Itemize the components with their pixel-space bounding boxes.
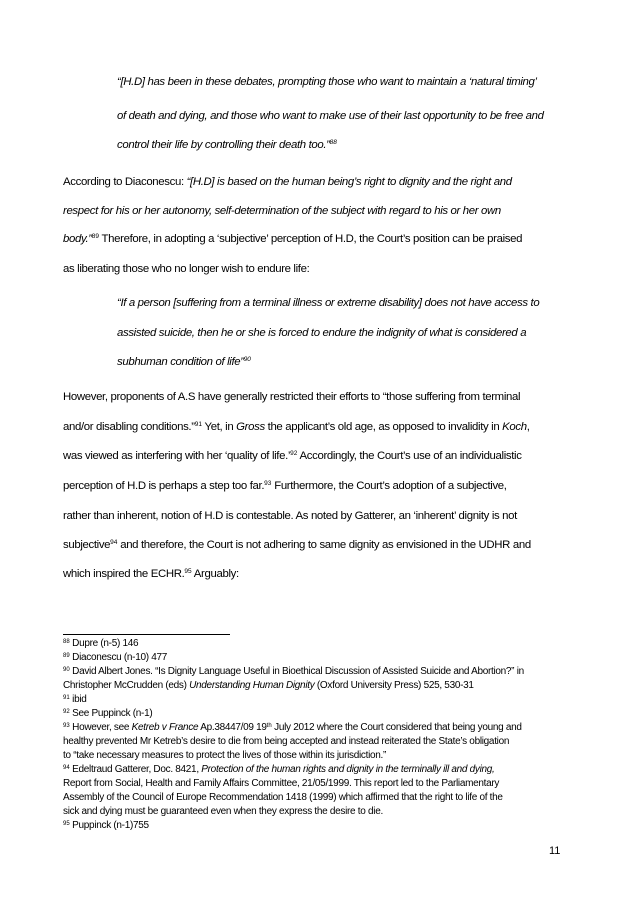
body-text: and therefore, the Court is not adhering to same dignity as envisioned in the UDHR and (117, 539, 531, 551)
para-2-line-3 (63, 449, 522, 463)
footnote-separator (63, 634, 230, 635)
body-text: Furthermore, the Court’s adoption of a subjective, (271, 480, 507, 492)
body-text: , (526, 421, 530, 433)
para-2-line-4 (63, 479, 507, 493)
para-1-line-1 (63, 175, 512, 189)
body-text: However, proponents of A.S have generally restricted their efforts to “those suffering from terminal (63, 391, 521, 403)
footnote-94-line-4 (63, 806, 383, 818)
body-text: Arguably: (191, 568, 239, 580)
footnote-text: ibid (69, 694, 87, 705)
para-2-line-7 (63, 567, 239, 581)
footnote-ref[interactable]: 95 (184, 568, 192, 575)
footnote-number: 95 (63, 821, 70, 827)
footnote-number: 90 (63, 667, 70, 673)
footnote-94 (63, 764, 495, 776)
footnote-90 (63, 666, 524, 678)
footnote-ref[interactable]: 94 (110, 539, 118, 546)
footnote-text: (Oxford University Press) 525, 530-31 (314, 680, 474, 691)
footnote-number: 93 (63, 723, 70, 729)
quote-1-line-3 (117, 138, 337, 152)
footnote-text: Christopher McCrudden (eds) (63, 680, 190, 691)
body-text: According to Diaconescu: (63, 176, 187, 188)
footnote-95 (63, 820, 149, 832)
page-number: 11 (549, 845, 561, 857)
footnote-number: 92 (63, 709, 70, 715)
footnote-text: Assembly of the Council of Europe Recommendation 1418 (1999) which affirmed that the right to life of the (63, 792, 503, 803)
quote-text: assisted suicide, then he or she is forced to endure the indignity of what is considered a (117, 327, 527, 339)
para-1-line-2 (63, 204, 501, 218)
quote-text: “If a person [suffering from a terminal illness or extreme disability] does not have access to (117, 297, 540, 309)
footnote-94-line-2 (63, 778, 499, 790)
body-text: Yet, in (201, 421, 237, 433)
body-text: was viewed as interfering with her ‘quality of life.’ (63, 450, 291, 462)
footnote-ref[interactable]: 91 (194, 421, 202, 428)
footnote-93 (63, 722, 522, 734)
footnote-number: 94 (63, 765, 70, 771)
body-text: and/or disabling conditions.” (63, 421, 195, 433)
quote-text: body.” (63, 233, 92, 245)
footnote-text: David Albert Jones. “Is Dignity Language Useful in Bioethical Discussion of Assisted Suicide and Abortion?” in (69, 666, 524, 677)
footnote-ref[interactable]: 93 (264, 480, 272, 487)
body-text: Accordingly, the Court’s use of an individualistic (297, 450, 522, 462)
footnote-93-line-2 (63, 736, 509, 748)
quote-2-line-1 (117, 296, 539, 310)
footnote-89 (63, 652, 167, 664)
body-text: rather than inherent, notion of H.D is contestable. As noted by Gatterer, an ‘inherent’ dignity is not (63, 510, 517, 522)
footnote-ref[interactable]: 92 (290, 450, 298, 457)
body-text: the applicant’s old age, as opposed to invalidity in (264, 421, 503, 433)
footnote-text: sick and dying must be guaranteed even when they express the desire to die. (63, 806, 383, 817)
body-text: Therefore, in adopting a ‘subjective’ perception of H.D, the Court’s position can be praised (98, 233, 523, 245)
footnote-90-line-2 (63, 680, 474, 692)
quote-text: respect for his or her autonomy, self-determination of the subject with regard to his or her own (63, 205, 501, 217)
case-name: Gross (236, 421, 265, 433)
quote-text: of death and dying, and those who want to make use of their last opportunity to be free and (117, 110, 544, 122)
quote-text: control their life by controlling their death too.” (117, 139, 330, 151)
body-text: perception of H.D is perhaps a step too far. (63, 480, 265, 492)
footnote-text: Report from Social, Health and Family Affairs Committee, 21/05/1999. This report led to the Parliamentary (63, 778, 500, 789)
quote-2-line-3 (117, 355, 251, 369)
footnote-ref[interactable]: 89 (91, 233, 99, 240)
quote-2-line-2 (117, 326, 526, 340)
footnote-88 (63, 638, 138, 650)
footnote-text: See Puppinck (n-1) (69, 708, 153, 719)
case-name: Koch (502, 421, 527, 433)
footnote-text: healthy prevented Mr Ketreb’s desire to die from being accepted and instead reiterated the State’s obligation (63, 736, 510, 747)
footnote-number: 91 (63, 695, 70, 701)
footnote-text: However, see (69, 722, 132, 733)
quote-1-line-2 (117, 109, 544, 123)
footnote-93-line-3 (63, 750, 386, 762)
footnote-text: Diaconescu (n-10) 477 (69, 652, 168, 663)
para-2-line-1 (63, 390, 520, 404)
footnote-94-line-3 (63, 792, 503, 804)
footnote-text: Ap.38447/09 19 (198, 722, 267, 733)
footnote-text: to “take necessary measures to protect the lives of those within its jurisdiction.” (63, 750, 387, 761)
quote-text: “[H.D] has been in these debates, prompting those who want to maintain a ‘natural timing’ (117, 76, 537, 88)
para-2-line-5 (63, 509, 517, 523)
quote-text: “[H.D] is based on the human being’s right to dignity and the right and (186, 176, 512, 188)
para-1-line-4 (63, 262, 309, 276)
footnote-92 (63, 708, 152, 720)
body-text: which inspired the ECHR. (63, 568, 185, 580)
footnote-ref[interactable]: 90 (243, 356, 251, 363)
body-text: as liberating those who no longer wish to endure life: (63, 263, 310, 275)
para-1-line-3 (63, 232, 522, 246)
body-text: subjective (63, 539, 111, 551)
footnote-number: 88 (63, 639, 70, 645)
para-2-line-6 (63, 538, 531, 552)
ordinal-suffix: th (266, 723, 272, 729)
footnote-text: July 2012 where the Court considered that being young and (271, 722, 522, 733)
book-title: Understanding Human Dignity (189, 680, 315, 691)
footnote-number: 89 (63, 653, 70, 659)
footnote-text: Puppinck (n-1)755 (69, 820, 149, 831)
footnote-91 (63, 694, 87, 706)
quote-1-line-1 (117, 75, 537, 89)
footnote-ref[interactable]: 88 (329, 139, 337, 146)
quote-text: subhuman condition of life” (117, 356, 244, 368)
document-title: Protection of the human rights and dignity in the terminally ill and dying, (201, 764, 495, 775)
para-2-line-2 (63, 420, 530, 434)
footnote-text: Dupre (n-5) 146 (69, 638, 139, 649)
footnote-text: Edeltraud Gatterer, Doc. 8421, (69, 764, 202, 775)
case-name: Ketreb v France (131, 722, 199, 733)
